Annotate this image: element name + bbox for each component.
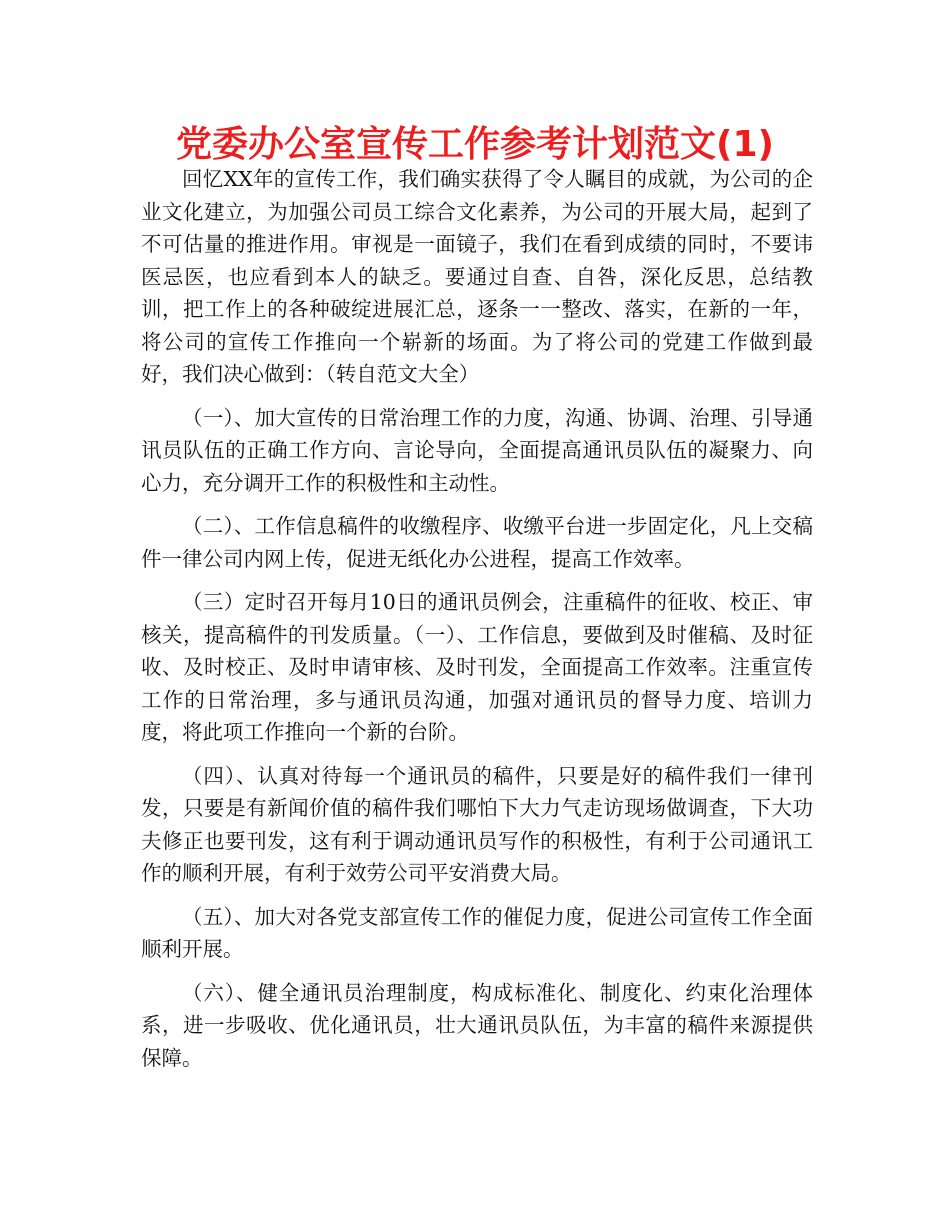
- paragraph-item-4: （四）、认真对待每一个通讯员的稿件，只要是好的稿件我们一律刊发，只要是有新闻价值的稿件我们哪怕下大力气走访现场做调查，下大功夫修正也要刊发，这有利于调动通讯员写作的积极性，有利于公司通讯工作的顺利开展，有利于效劳公司平安消费大局。: [141, 763, 813, 885]
- paragraph-item-2: （二）、工作信息稿件的收缴程序、收缴平台进一步固定化，凡上交稿件一律公司内网上传，促进无纸化办公进程，提高工作效率。: [141, 514, 813, 571]
- paragraph-intro: 回忆XX年的宣传工作，我们确实获得了令人瞩目的成就，为公司的企业文化建立，为加强公司员工综合文化素养，为公司的开展大局，起到了不可估量的推进作用。审视是一面镜子，我们在看到成绩的同时，不要讳医忌医，也应看到本人的缺乏。要通过自查、自咎，深化反思，总结教训，把工作上的各种破绽进展汇总，逐条一一整改、落实，在新的一年，将公司的宣传工作推向一个崭新的场面。为了将公司的党建工作做到最好，我们决心做到：（转自范文大全）: [141, 167, 813, 386]
- paragraph-item-6: （六）、健全通讯员治理制度，构成标准化、制度化、约束化治理体系，进一步吸收、优化通讯员，壮大通讯员队伍，为丰富的稿件来源提供保障。: [141, 980, 813, 1070]
- paragraph-item-5: （五）、加大对各党支部宣传工作的催促力度，促进公司宣传工作全面顺利开展。: [141, 904, 813, 961]
- document-title: 党委办公室宣传工作参考计划范文(1): [176, 124, 774, 165]
- document-body: [141, 163, 813, 1085]
- paragraph-item-1: （一）、加大宣传的日常治理工作的力度，沟通、协调、治理、引导通讯员队伍的正确工作方向、言论导向，全面提高通讯员队伍的凝聚力、向心力，充分调开工作的积极性和主动性。: [141, 405, 813, 495]
- paragraph-item-3: （三）定时召开每月10日的通讯员例会，注重稿件的征收、校正、审核关，提高稿件的刊发质量。（一）、工作信息，要做到及时催稿、及时征收、及时校正、及时申请审核、及时刊发，全面提高工作效率。注重宣传工作的日常治理，多与通讯员沟通，加强对通讯员的督导力度、培训力度，将此项工作推向一个新的台阶。: [141, 590, 813, 744]
